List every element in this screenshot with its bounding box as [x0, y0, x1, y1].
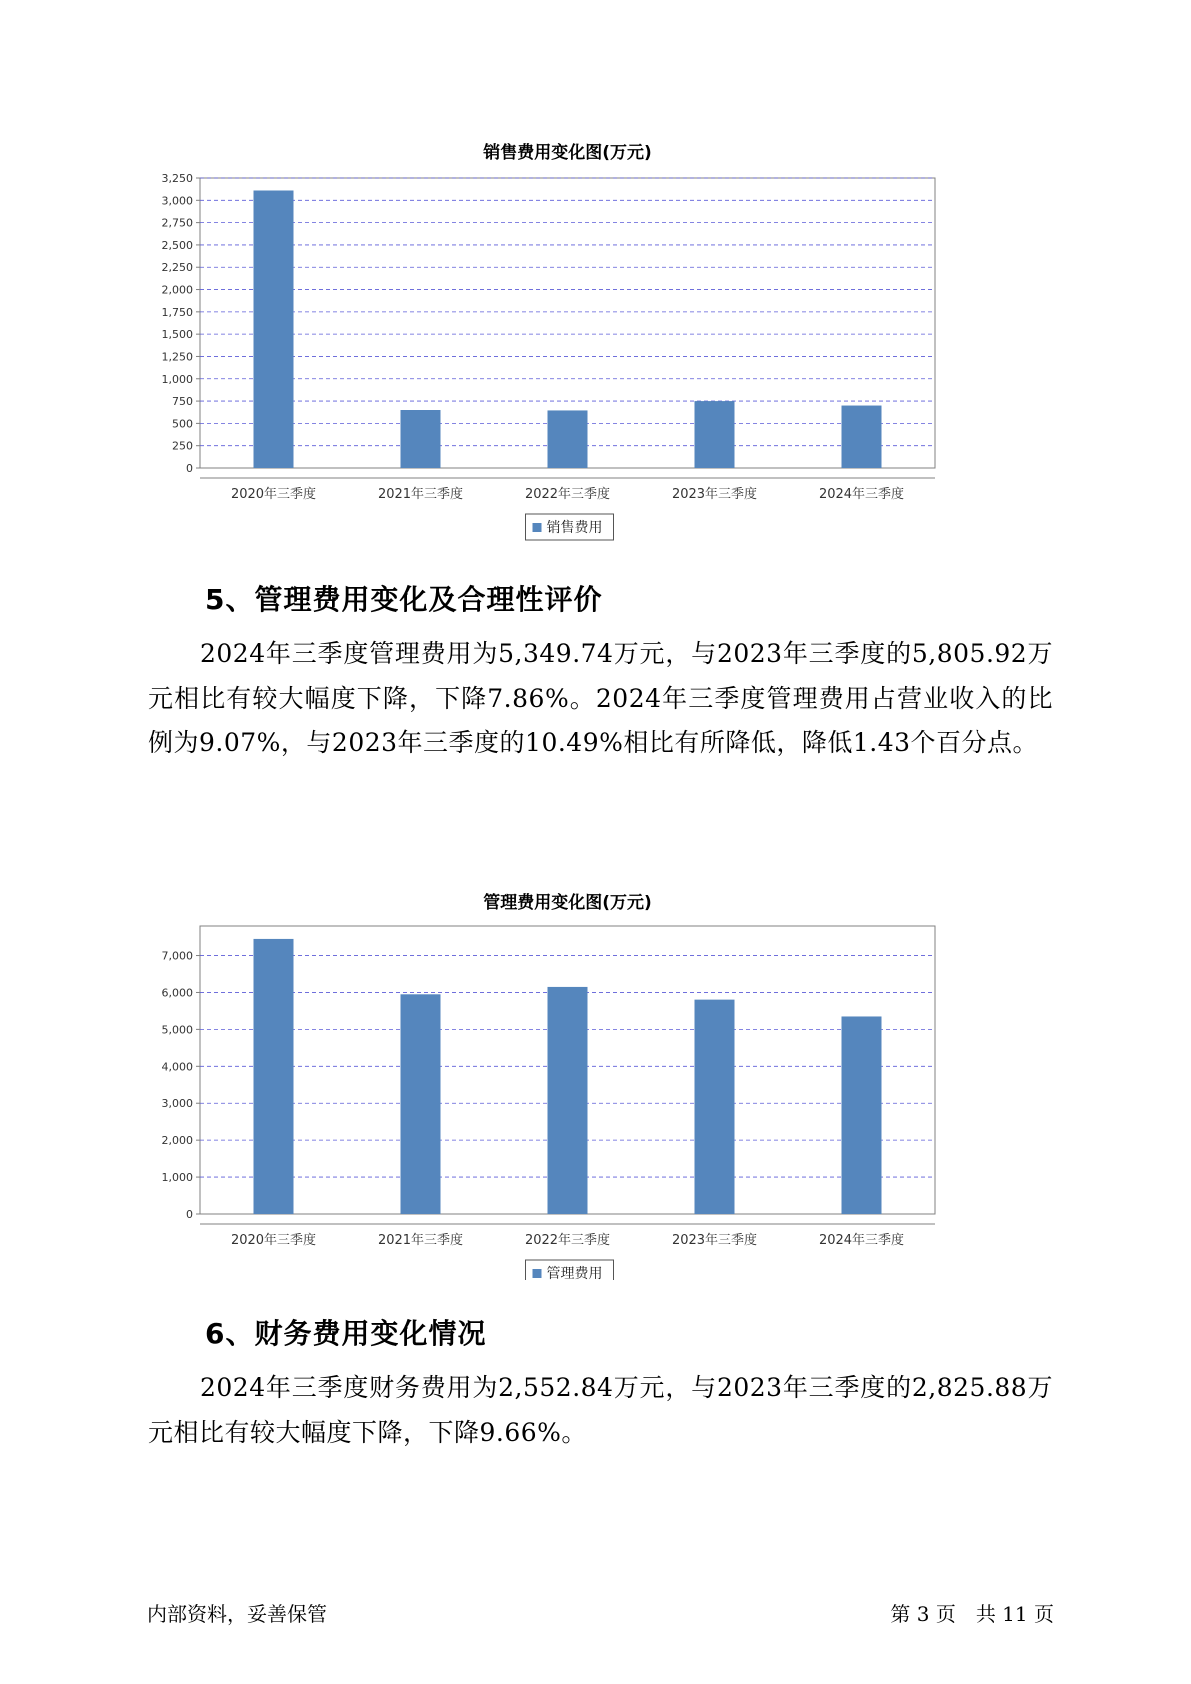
y-tick-label: 3,250 — [161, 172, 193, 185]
bar — [254, 939, 294, 1214]
x-category-label: 2020年三季度 — [230, 1233, 317, 1248]
x-category-label: 2023年三季度 — [671, 1233, 758, 1248]
bar — [254, 190, 294, 468]
legend-label: 管理费用 — [546, 1266, 603, 1280]
bar — [401, 994, 441, 1214]
bar — [548, 410, 588, 468]
bar — [842, 1016, 882, 1214]
y-tick-label: 3,000 — [161, 194, 193, 208]
bar — [842, 406, 882, 468]
x-category-label: 2021年三季度 — [377, 487, 464, 502]
y-tick-label: 5,000 — [161, 1023, 193, 1037]
finance-expense-heading: 6、财务费用变化情况 — [205, 1317, 487, 1350]
y-tick-label: 0 — [186, 462, 193, 475]
y-tick-label: 2,750 — [161, 216, 193, 230]
y-tick-label: 1,500 — [161, 328, 193, 342]
bar — [401, 410, 441, 468]
chart-title: 销售费用变化图(万元) — [483, 143, 652, 163]
y-tick-label: 0 — [186, 1208, 193, 1221]
chart-title: 管理费用变化图(万元) — [483, 893, 652, 913]
x-category-label: 2021年三季度 — [377, 1233, 464, 1248]
y-tick-label: 4,000 — [161, 1060, 193, 1074]
x-category-label: 2022年三季度 — [524, 487, 611, 502]
legend-swatch — [533, 1269, 542, 1278]
y-tick-label: 2,250 — [161, 261, 193, 275]
x-category-label: 2022年三季度 — [524, 1233, 611, 1248]
y-tick-label: 7,000 — [161, 949, 193, 963]
footer-confidential-note: 内部资料，妥善保管 — [147, 1602, 327, 1626]
y-tick-label: 1,000 — [161, 1171, 193, 1185]
legend-swatch — [533, 523, 542, 532]
finance-expense-paragraph: 2024年三季度财务费用为2,552.84万元，与2023年三季度的2,825.88万元相比有较大幅度下降，下降9.66%。 — [148, 1373, 1053, 1447]
y-tick-label: 1,750 — [161, 305, 193, 319]
admin-expense-paragraph: 2024年三季度管理费用为5,349.74万元，与2023年三季度的5,805.92万元相比有较大幅度下降，下降7.86%。2024年三季度管理费用占营业收入的比例为9.07%，与2023年三季度的10.49%相比有所降低，降低1.43个百分点。 — [148, 639, 1053, 757]
bar — [695, 1000, 735, 1214]
legend-label: 销售费用 — [546, 520, 603, 536]
x-category-label: 2020年三季度 — [230, 487, 317, 502]
sales-expense-chart — [140, 130, 1040, 550]
x-category-label: 2023年三季度 — [671, 487, 758, 502]
admin-expense-heading: 5、管理费用变化及合理性评价 — [205, 583, 603, 616]
admin-expense-chart — [140, 880, 1040, 1280]
y-tick-label: 6,000 — [161, 986, 193, 1000]
bar — [548, 987, 588, 1214]
y-tick-label: 750 — [172, 395, 193, 409]
footer-page-number: 第 3 页 共 11 页 — [890, 1602, 1054, 1626]
x-category-label: 2024年三季度 — [818, 1233, 905, 1248]
bar — [695, 401, 735, 468]
sales-expense-chart-svg — [140, 130, 1040, 550]
y-tick-label: 500 — [172, 417, 193, 431]
chart-legend — [526, 514, 614, 540]
chart-legend — [526, 1260, 614, 1280]
y-tick-label: 250 — [172, 439, 193, 453]
y-tick-label: 2,000 — [161, 283, 193, 297]
y-tick-label: 2,000 — [161, 1134, 193, 1148]
y-tick-label: 3,000 — [161, 1097, 193, 1111]
x-category-label: 2024年三季度 — [818, 487, 905, 502]
admin-expense-chart-svg — [140, 880, 1040, 1280]
y-tick-label: 1,000 — [161, 372, 193, 386]
y-tick-label: 1,250 — [161, 350, 193, 364]
y-tick-label: 2,500 — [161, 238, 193, 252]
